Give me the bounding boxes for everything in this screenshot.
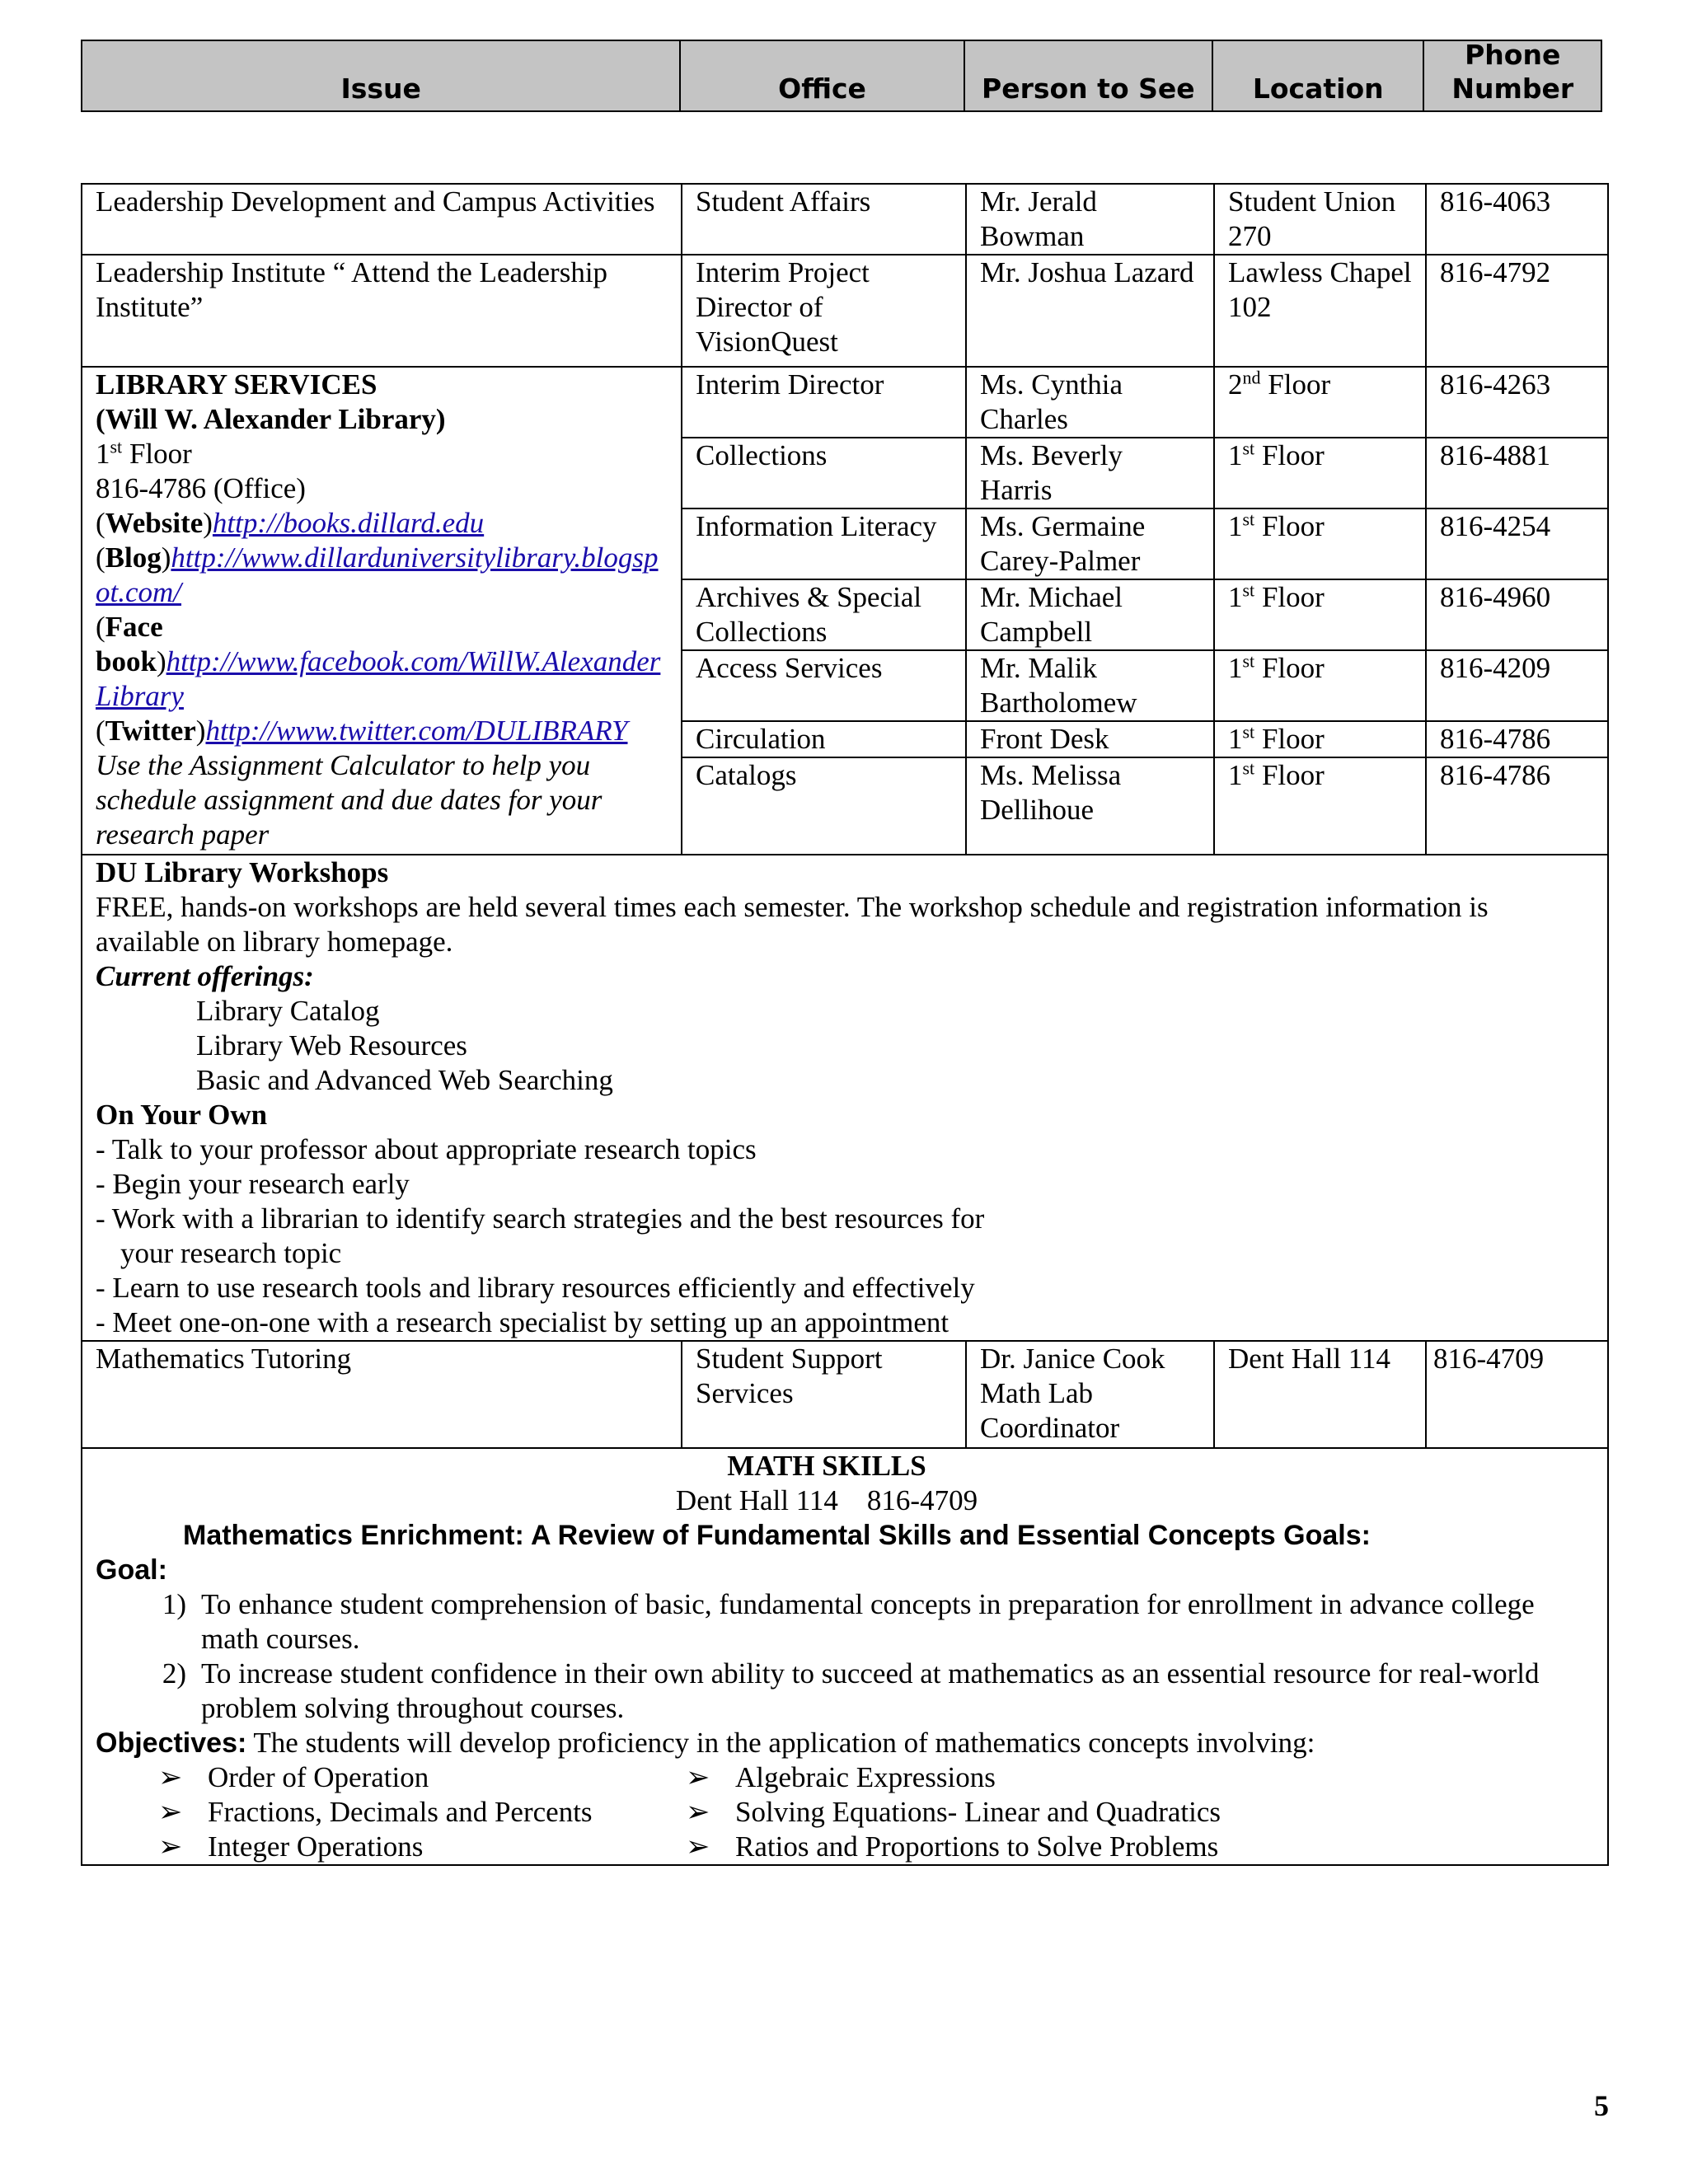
arrow-icon: ➢ <box>158 1796 183 1828</box>
person-cell: Mr. Michael Campbell <box>966 579 1214 650</box>
office-cell: Archives & Special Collections <box>682 579 966 650</box>
location-cell: Lawless Chapel 102 <box>1214 255 1426 367</box>
issue-cell: Leadership Development and Campus Activities <box>82 184 682 255</box>
person-cell: Ms. Melissa Dellihoue <box>966 757 1214 855</box>
office-cell: Circulation <box>682 721 966 757</box>
phone-cell: 816-4263 <box>1426 367 1608 438</box>
office-cell: Student Affairs <box>682 184 966 255</box>
own-item: - Learn to use research tools and library resources efficiently and effectively <box>96 1272 975 1304</box>
objective-item: ➢ Order of Operation <box>158 1761 429 1793</box>
offering-item: Library Catalog <box>196 995 380 1027</box>
office-cell: Interim Director <box>682 367 966 438</box>
objectives: Objectives: The students will develop proficiency in the application of mathematics concepts involving: <box>96 1727 1315 1759</box>
math-skills-location: Dent Hall 114 816-4709 <box>675 1484 978 1516</box>
library-blog: (Blog)http://www.dillarduniversitylibrary.blogspot.com/ <box>96 541 659 608</box>
table-row <box>82 367 1608 438</box>
library-twitter: (Twitter)http://www.twitter.com/DULIBRARY <box>96 715 628 747</box>
objective-item: ➢ Fractions, Decimals and Percents <box>158 1796 593 1828</box>
location-cell: 1st Floor <box>1214 509 1426 579</box>
phone-cell: 816-4254 <box>1426 509 1608 579</box>
phone-cell: 816-4786 <box>1426 721 1608 757</box>
location-cell: 1st Floor <box>1214 579 1426 650</box>
arrow-icon: ➢ <box>686 1830 710 1863</box>
math-skills-heading: Mathematics Enrichment: A Review of Fundamental Skills and Essential Concepts Goals: <box>183 1520 1371 1551</box>
workshops-title: DU Library Workshops <box>96 856 389 888</box>
phone-cell: 816-4786 <box>1426 757 1608 855</box>
goal-item: 2) To increase student confidence in their own ability to succeed at mathematics as an essential resource for real-world problem solving throughout courses. <box>162 1657 1540 1724</box>
library-info-cell <box>82 367 682 855</box>
website-link[interactable]: http://books.dillard.edu <box>212 507 485 539</box>
arrow-icon: ➢ <box>158 1761 183 1793</box>
location-cell: 1st Floor <box>1214 650 1426 721</box>
arrow-icon: ➢ <box>686 1761 710 1793</box>
phone-cell: 816-4209 <box>1426 650 1608 721</box>
header-person: Person to See <box>965 41 1213 110</box>
library-subtitle: (Will W. Alexander Library) <box>96 403 446 435</box>
goal-label: Goal: <box>96 1554 167 1586</box>
arrow-icon: ➢ <box>686 1796 710 1828</box>
library-title: LIBRARY SERVICES <box>96 368 377 401</box>
person-cell: Ms. Cynthia Charles <box>966 367 1214 438</box>
blog-link[interactable]: http://www.dillarduniversitylibrary.blogspot.com/ <box>96 541 659 608</box>
objective-item: ➢ Solving Equations- Linear and Quadratics <box>686 1796 1221 1828</box>
phone-cell: 816-4881 <box>1426 438 1608 509</box>
office-cell: Access Services <box>682 650 966 721</box>
table-row <box>82 855 1608 1341</box>
objectives-list <box>96 1760 1558 1864</box>
own-item: - Meet one-on-one with a research specialist by setting up an appointment <box>96 1306 950 1338</box>
phone-cell: 816-4960 <box>1426 579 1608 650</box>
location-cell: Student Union 270 <box>1214 184 1426 255</box>
phone-cell: 816-4063 <box>1426 184 1608 255</box>
math-skills-title: MATH SKILLS <box>727 1450 926 1482</box>
person-cell: Mr. Malik Bartholomew <box>966 650 1214 721</box>
person-cell: Ms. Germaine Carey-Palmer <box>966 509 1214 579</box>
own-item: - Talk to your professor about appropriate research topics <box>96 1133 757 1165</box>
location-cell: Dent Hall 114 <box>1214 1341 1426 1448</box>
location-cell: 1st Floor <box>1214 757 1426 855</box>
page-number: 5 <box>1594 2089 1609 2122</box>
header-office: Office <box>681 41 964 110</box>
twitter-link[interactable]: http://www.twitter.com/DULIBRARY <box>205 715 628 747</box>
table-row <box>82 255 1608 367</box>
on-your-own-title: On Your Own <box>96 1099 268 1131</box>
phone-cell: 816-4792 <box>1426 255 1608 367</box>
person-cell: Mr. Joshua Lazard <box>966 255 1214 367</box>
header-row <box>81 40 1602 112</box>
objective-item: ➢ Integer Operations <box>158 1830 424 1863</box>
header-phone: Phone Number <box>1451 38 1574 105</box>
arrow-icon: ➢ <box>158 1830 183 1863</box>
library-website: (Website)http://books.dillard.edu <box>96 507 485 539</box>
office-cell: Student Support Services <box>682 1341 966 1448</box>
header-issue: Issue <box>82 41 681 110</box>
office-cell: Catalogs <box>682 757 966 855</box>
office-cell: Collections <box>682 438 966 509</box>
facebook-link[interactable]: http://www.facebook.com/WillW.AlexanderLibrary <box>96 645 661 712</box>
office-cell: Information Literacy <box>682 509 966 579</box>
own-item: - Begin your research early <box>96 1168 410 1200</box>
person-cell: Ms. Beverly Harris <box>966 438 1214 509</box>
location-cell: 2nd Floor <box>1214 367 1426 438</box>
math-skills-cell <box>82 1448 1608 1865</box>
issue-cell: Leadership Institute “ Attend the Leadership Institute” <box>82 255 682 367</box>
person-cell: Front Desk <box>966 721 1214 757</box>
offering-item: Library Web Resources <box>196 1029 467 1062</box>
library-facebook: (Face book)http://www.facebook.com/WillW.AlexanderLibrary <box>96 611 661 712</box>
office-cell: Interim Project Director of VisionQuest <box>682 255 966 367</box>
offerings-label: Current offerings: <box>96 960 314 992</box>
person-cell: Dr. Janice Cook Math Lab Coordinator <box>966 1341 1214 1448</box>
table-row <box>82 1448 1608 1865</box>
offering-item: Basic and Advanced Web Searching <box>196 1064 613 1096</box>
workshops-cell <box>82 855 1608 1341</box>
own-item: - Work with a librarian to identify search strategies and the best resources for <box>96 1202 985 1235</box>
library-floor: 1st Floor <box>96 436 192 470</box>
objective-item: ➢ Ratios and Proportions to Solve Problems <box>686 1830 1219 1863</box>
library-office-phone: 816-4786 (Office) <box>96 472 306 504</box>
table-row <box>82 184 1608 255</box>
goal-item: 1) To enhance student comprehension of basic, fundamental concepts in preparation for enrollment in advance college math courses. <box>162 1588 1535 1655</box>
directory-table <box>81 183 1609 1866</box>
person-cell: Mr. Jerald Bowman <box>966 184 1214 255</box>
workshops-description: FREE, hands-on workshops are held several times each semester. The workshop schedule and registration information is available on library homepage. <box>96 891 1489 958</box>
issue-cell: Mathematics Tutoring <box>82 1341 682 1448</box>
assignment-calculator-note: Use the Assignment Calculator to help you schedule assignment and due dates for your research paper <box>96 749 603 851</box>
location-cell: 1st Floor <box>1214 438 1426 509</box>
table-row <box>82 1341 1608 1448</box>
objective-item: ➢ Algebraic Expressions <box>686 1761 996 1793</box>
own-item-continuation: your research topic <box>120 1237 342 1269</box>
header-location: Location <box>1213 41 1424 110</box>
location-cell: 1st Floor <box>1214 721 1426 757</box>
phone-cell: 816-4709 <box>1426 1341 1608 1448</box>
